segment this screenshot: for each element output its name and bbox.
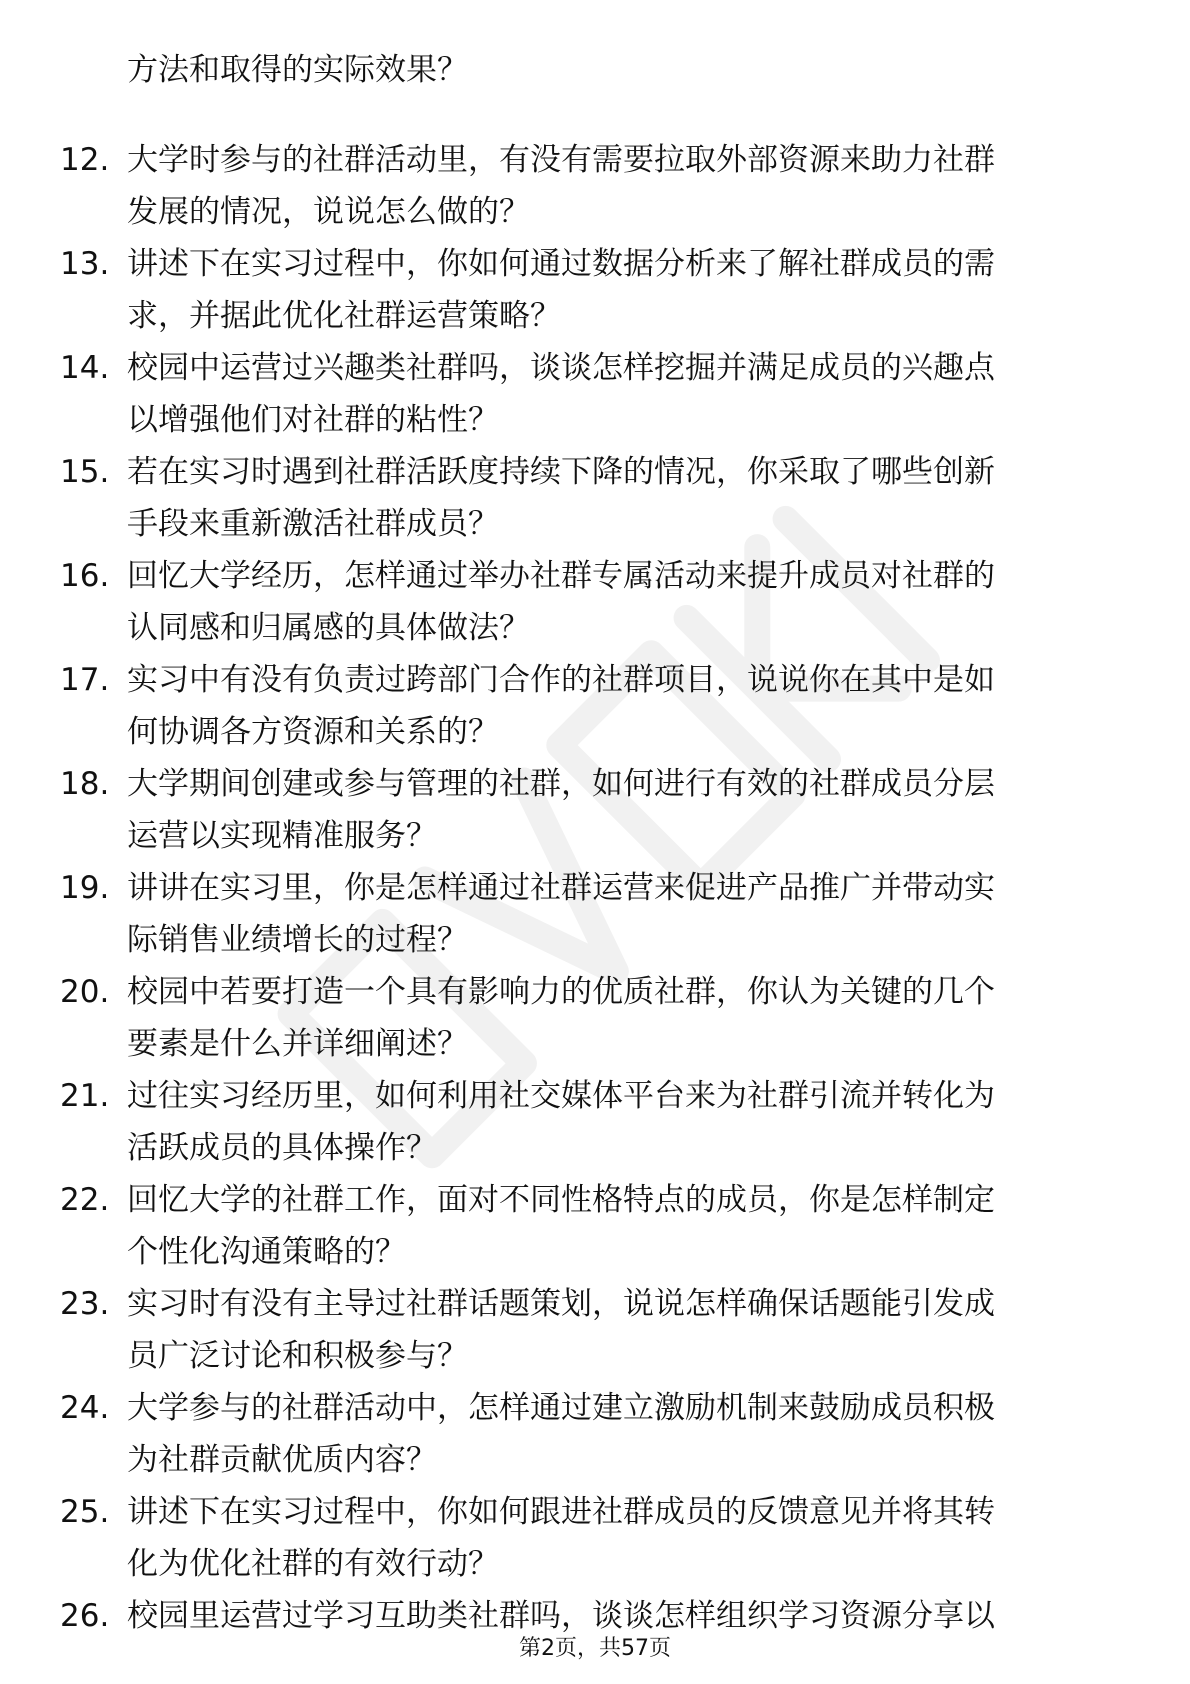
item-text-line: 个性化沟通策略的？ [127, 1234, 406, 1270]
item-text-line: 认同感和归属感的具体做法？ [127, 610, 530, 646]
list-item [0, 1174, 1190, 1278]
item-number: 19. [60, 870, 110, 906]
item-number: 23. [60, 1286, 110, 1322]
item-text-line: 讲述下在实习过程中，你如何通过数据分析来了解社群成员的需 [127, 246, 995, 282]
item-text-line: 回忆大学的社群工作，面对不同性格特点的成员，你是怎样制定 [127, 1182, 995, 1218]
item-text-line: 校园中若要打造一个具有影响力的优质社群，你认为关键的几个 [127, 974, 995, 1010]
page-number-footer: 第2页，共57页 [519, 1636, 671, 1661]
item-number: 17. [60, 662, 110, 698]
list-item [0, 966, 1190, 1070]
item-text-line: 发展的情况，说说怎么做的？ [127, 194, 530, 230]
list-item [0, 862, 1190, 966]
item-text-line: 化为优化社群的有效行动？ [127, 1546, 499, 1582]
item-text-line: 要素是什么并详细阐述？ [127, 1026, 468, 1062]
item-number: 22. [60, 1182, 110, 1218]
item-text-line: 回忆大学经历，怎样通过举办社群专属活动来提升成员对社群的 [127, 558, 995, 594]
item-text-line: 若在实习时遇到社群活跃度持续下降的情况，你采取了哪些创新 [127, 454, 995, 490]
item-number: 13. [60, 246, 110, 282]
list-item [0, 758, 1190, 862]
item-number: 20. [60, 974, 110, 1010]
item-text-line: 讲述下在实习过程中，你如何跟进社群成员的反馈意见并将其转 [127, 1494, 995, 1530]
item-text-line: 员广泛讨论和积极参与？ [127, 1338, 468, 1374]
list-item [0, 134, 1190, 238]
item-text-line: 运营以实现精准服务？ [127, 818, 437, 854]
item-number: 12. [60, 142, 110, 178]
list-item [0, 342, 1190, 446]
list-item [0, 550, 1190, 654]
item-text-line: 过往实习经历里，如何利用社交媒体平台来为社群引流并转化为 [127, 1078, 995, 1114]
item-text-line: 实习时有没有主导过社群话题策划，说说怎样确保话题能引发成 [127, 1286, 995, 1322]
item-text-line: 讲讲在实习里，你是怎样通过社群运营来促进产品推广并带动实 [127, 870, 995, 906]
item-number: 21. [60, 1078, 110, 1114]
item-number: 25. [60, 1494, 110, 1530]
item-text-line: 校园里运营过学习互助类社群吗，谈谈怎样组织学习资源分享以 [127, 1598, 995, 1634]
list-item [0, 654, 1190, 758]
item-number: 26. [60, 1598, 110, 1634]
list-item [0, 446, 1190, 550]
item-text-line: 大学期间创建或参与管理的社群，如何进行有效的社群成员分层 [127, 766, 995, 802]
item-number: 14. [60, 350, 110, 386]
item-text-line: 大学时参与的社群活动里，有没有需要拉取外部资源来助力社群 [127, 142, 995, 178]
list-item [0, 1486, 1190, 1590]
list-item [0, 1278, 1190, 1382]
item-text-line: 为社群贡献优质内容？ [127, 1442, 437, 1478]
item-number: 18. [60, 766, 110, 802]
continuation-text: 方法和取得的实际效果？ [127, 52, 468, 88]
item-text-line: 以增强他们对社群的粘性？ [127, 402, 499, 438]
list-item [0, 1382, 1190, 1486]
list-item [0, 1070, 1190, 1174]
item-text-line: 实习中有没有负责过跨部门合作的社群项目，说说你在其中是如 [127, 662, 995, 698]
item-number: 16. [60, 558, 110, 594]
list-item [0, 238, 1190, 342]
item-text-line: 手段来重新激活社群成员？ [127, 506, 499, 542]
item-text-line: 活跃成员的具体操作？ [127, 1130, 437, 1166]
item-number: 24. [60, 1390, 110, 1426]
item-text-line: 求，并据此优化社群运营策略？ [127, 298, 561, 334]
item-text-line: 何协调各方资源和关系的？ [127, 714, 499, 750]
item-number: 15. [60, 454, 110, 490]
item-text-line: 校园中运营过兴趣类社群吗，谈谈怎样挖掘并满足成员的兴趣点 [127, 350, 995, 386]
item-text-line: 际销售业绩增长的过程？ [127, 922, 468, 958]
item-text-line: 大学参与的社群活动中，怎样通过建立激励机制来鼓励成员积极 [127, 1390, 995, 1426]
